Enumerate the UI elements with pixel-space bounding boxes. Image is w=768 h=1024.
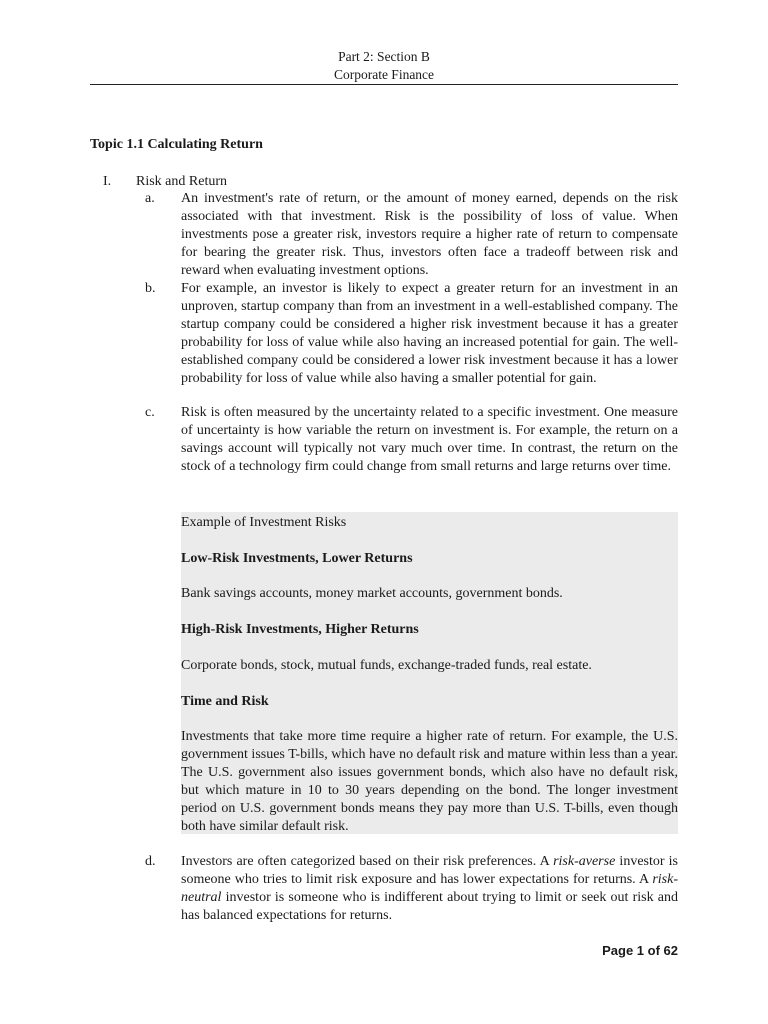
header-subject: Corporate Finance (333, 67, 435, 82)
list-marker: d. (145, 854, 156, 869)
header-part-section: Part 2: Section B (338, 49, 430, 64)
section-heading (103, 174, 227, 190)
list-item-c (145, 404, 678, 476)
page-header (90, 48, 678, 84)
list-item-a (145, 190, 678, 280)
list-item-text (181, 853, 678, 925)
item-d-text-2: investor is someone who tries to limit risk exposure and has lower expectations for returns. A (181, 854, 678, 887)
header-divider (90, 84, 678, 85)
list-marker: a. (145, 191, 155, 206)
time-risk-text: Investments that take more time require a higher rate of return. For example, the U.S. government issues T-bills, which have no default risk and mature within less than a year. The U.S. government also issues government bonds, which also have no default risk, but which mature in 10 to 30 years depending on the bond. The longer investment period on U.S. government bonds means they pay more than U.S. T-bills, even though both have similar default risk. (181, 729, 678, 834)
high-risk-text: Corporate bonds, stock, mutual funds, exchange-traded funds, real estate. (181, 658, 592, 673)
high-risk-heading: High-Risk Investments, Higher Returns (181, 622, 419, 637)
section-title: Risk and Return (136, 174, 227, 189)
example-box (181, 512, 678, 834)
list-item-b (145, 280, 678, 388)
item-d-text-3: investor is someone who is indifferent about trying to limit or seek out risk and has balanced expectations for returns. (181, 890, 678, 923)
low-risk-heading: Low-Risk Investments, Lower Returns (181, 551, 413, 566)
section-numeral: I. (103, 174, 112, 189)
page-number: Page 1 of 62 (602, 943, 678, 958)
item-d-text-1: Investors are often categorized based on their risk preferences. A (181, 854, 554, 869)
term-risk-averse: risk-averse (553, 854, 616, 869)
list-item-d (145, 853, 678, 925)
example-box-title: Example of Investment Risks (181, 515, 347, 530)
list-item-text: For example, an investor is likely to expect a greater return for an investment in an unproven, startup company than from an investment in a well-established company. The startup company could be considered a higher risk investment because it has a greater probability for loss of value while also having an increased potential for gain. The well-established company could be considered a lower risk investment because it has a lower probability for loss of value while also having a smaller potential for gain. (181, 281, 678, 386)
topic-title: Topic 1.1 Calculating Return (90, 137, 263, 152)
low-risk-text: Bank savings accounts, money market accounts, government bonds. (181, 586, 563, 601)
list-marker: c. (145, 405, 155, 420)
list-item-text: An investment's rate of return, or the amount of money earned, depends on the risk associated with that investment. Risk is the possibility of loss of value. When investments pose a greater risk, investors require a higher rate of return to compensate for bearing the greater risk. Thus, investors often face a tradeoff between risk and reward when evaluating investment options. (181, 191, 678, 278)
term-risk-neutral: risk-neutral (181, 872, 678, 905)
list-marker: b. (145, 281, 156, 296)
list-item-text: Risk is often measured by the uncertainty related to a specific investment. One measure of uncertainty is how variable the return on investment is. For example, the return on a savings account will typically not vary much over time. In contrast, the return on the stock of a technology firm could change from small returns and large returns over time. (181, 405, 678, 474)
time-risk-heading: Time and Risk (181, 694, 269, 709)
